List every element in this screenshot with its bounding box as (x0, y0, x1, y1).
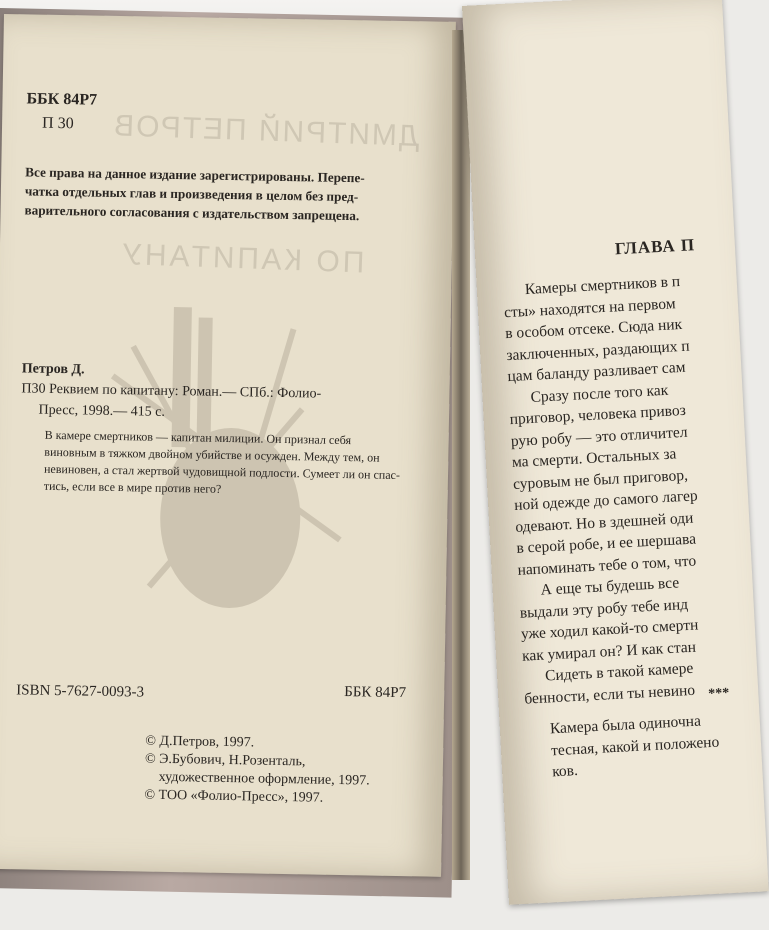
copyright-line: © ТОО «Фолио-Пресс», 1997. (144, 787, 324, 806)
rights-line: Все права на данное издание зарегистрированы. Перепе- (25, 164, 365, 186)
text-line: А еще ты будешь все (540, 574, 680, 599)
rights-notice (24, 162, 364, 225)
text-line: бенности, если ты невино (523, 681, 696, 708)
left-page (0, 14, 456, 877)
text-line: Сидеть в такой камере (544, 659, 694, 685)
catalog-line: П30 Реквием по капитану: Роман.— СПб.: Фолио- (21, 381, 322, 402)
text-line: выдали эту робу тебе инд (519, 595, 689, 622)
catalog-line: Пресс, 1998.— 415 с. (20, 402, 166, 420)
text-line: напоминать тебе о том, что (517, 552, 697, 579)
text-line: одевают. Но в здешней оди (514, 509, 694, 536)
text-line: ков. (551, 761, 579, 781)
bbk-code-top: ББК 84Р7 (26, 90, 98, 109)
show-through-title: ПО КАПИТАНУ (119, 237, 365, 280)
annotation-line: невиновен, а стал жертвой чудовищной подлости. Сумеет ли он спас- (43, 461, 401, 482)
annotation-line: тись, если все в мире против него? (43, 478, 222, 496)
text-line: рую робу — это отличител (510, 423, 688, 450)
annotation-line: виновным в тяжком двойном убийстве и осужден. Между тем, он (44, 444, 380, 465)
isbn: ISBN 5-7627-0093-3 (16, 682, 145, 701)
right-page (462, 0, 769, 905)
copyright-line: художественное оформление, 1997. (144, 769, 370, 789)
text-line: приговор, человека привоз (509, 401, 687, 429)
chapter-text-continued (549, 710, 721, 783)
text-line: тесная, какой и положено (550, 733, 720, 759)
copyright-line: © Д.Петров, 1997. (145, 733, 255, 751)
author-index: П 30 (41, 114, 74, 133)
section-separator: *** (707, 685, 730, 703)
catalog-entry (21, 378, 322, 425)
chapter-text (502, 271, 708, 710)
chapter-heading: ГЛАВА П (614, 235, 696, 259)
rights-line: чатка отдельных глав и произведения в целом без пред- (24, 183, 359, 205)
copyright-line: © Э.Бубович, Н.Розенталь, (144, 751, 306, 770)
text-line: в особом отсеке. Сюда ник (504, 315, 683, 343)
text-line: ной одежде до самого лагер (513, 487, 699, 514)
text-line: в серой робе, и ее шершава (516, 530, 697, 557)
bbk-code-bottom: ББК 84Р7 (344, 684, 407, 702)
annotation (44, 427, 401, 501)
text-line: Сразу после того как (530, 381, 669, 406)
book-gutter (452, 30, 470, 880)
text-line: Камера была одиночна (549, 712, 702, 738)
text-line: Камеры смертников в п (524, 272, 681, 299)
text-line: суровым не был приговор, (512, 466, 689, 493)
text-line: цам баланду разливает сам (507, 358, 686, 386)
catalog-author: Петров Д. (21, 361, 85, 378)
text-line: как умирал он? И как стан (521, 638, 697, 665)
text-line: ма смерти. Остальных за (511, 445, 677, 471)
annotation-line: В камере смертников — капитан милиции. Он признал себя (44, 427, 352, 448)
show-through-author: ДМИТРИЙ ПЕТРОВ (111, 109, 420, 153)
rights-line: варительного согласования с издательством запрещена. (24, 202, 360, 224)
text-line: уже ходил какой-то смертн (520, 616, 699, 643)
copyright-block (144, 733, 370, 809)
text-line: заключенных, раздающих п (505, 337, 690, 364)
text-line: сты» находятся на первом (503, 294, 676, 321)
